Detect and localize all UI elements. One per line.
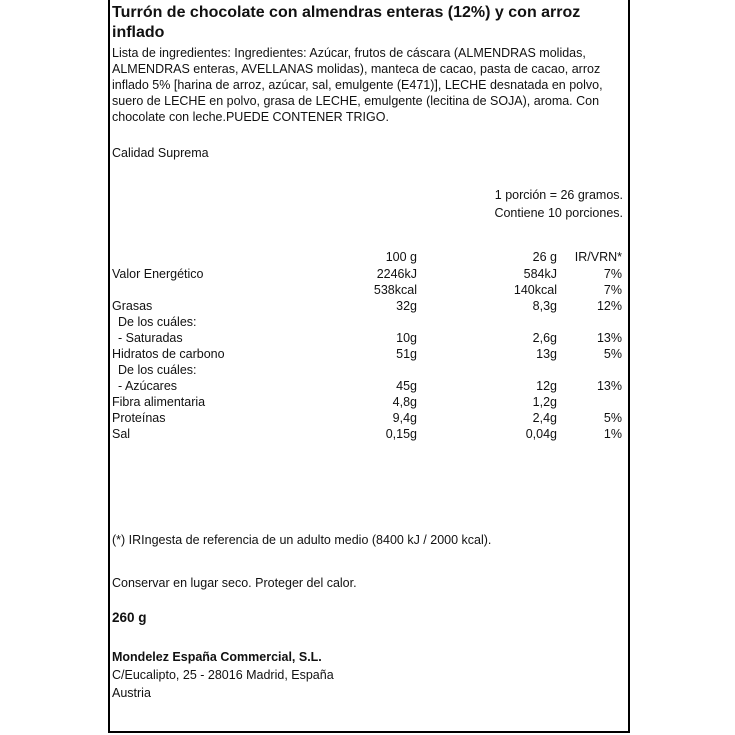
nutrient-per-portion: 1,2g: [532, 395, 557, 409]
portion-size: 1 porción = 26 gramos.: [494, 188, 623, 202]
nutrient-per-portion: 2,4g: [532, 411, 557, 425]
energy-kj-portion: 584kJ: [523, 267, 557, 281]
energy-kj-rda: 7%: [603, 267, 622, 281]
nutrient-label: Hidratos de carbono: [112, 347, 225, 361]
nutrient-label: Proteínas: [112, 411, 166, 425]
header-per-portion: 26 g: [532, 250, 557, 264]
nutrient-per-portion: 2,6g: [532, 331, 557, 345]
nutrient-label: De los cuáles:: [118, 315, 197, 329]
nutrient-rda: 5%: [603, 347, 622, 361]
nutrient-per-portion: 13g: [536, 347, 557, 361]
nutrient-label: Fibra alimentaria: [112, 395, 206, 409]
energy-kcal-portion: 140kcal: [513, 283, 557, 297]
nutrient-per100: 32g: [396, 299, 417, 313]
nutrient-per100: 10g: [396, 331, 417, 345]
nutrient-per100: 4,8g: [392, 395, 417, 409]
nutrient-per-portion: 8,3g: [532, 299, 557, 313]
storage-instructions: Conservar en lugar seco. Proteger del calor.: [112, 576, 357, 590]
energy-kcal-rda: 7%: [603, 283, 622, 297]
nutrient-rda: 13%: [596, 379, 622, 393]
nutrient-per100: 45g: [396, 379, 417, 393]
reference-footnote: (*) IRIngesta de referencia de un adulto medio (8400 kJ / 2000 kcal).: [112, 533, 492, 547]
company-name: Mondelez España Commercial, S.L.: [112, 650, 322, 664]
energy-label: Valor Energético: [112, 267, 204, 281]
company-address: C/Eucalipto, 25 - 28016 Madrid, España: [112, 668, 334, 682]
nutrient-per-portion: 12g: [536, 379, 557, 393]
portion-count: Contiene 10 porciones.: [494, 206, 623, 220]
nutrient-label: De los cuáles:: [118, 363, 197, 377]
header-rda: IR/VRN*: [574, 250, 622, 264]
net-weight: 260 g: [112, 610, 147, 625]
ingredients-list: Lista de ingredientes: Ingredientes: Azúcar, frutos de cáscara (ALMENDRAS molidas, ALMENDRAS enteras, AVELLANAS molidas), manteca de cacao, pasta de cacao, arroz inflado 5% [harina de arroz, azúcar, sal, emulgente (E471)], LECHE desnatada en polvo, suero de LECHE en polvo, grasa de LECHE, emulgente (lecitina de SOJA), aroma. Con chocolate con leche.PUEDE CONTENER TRIGO.: [112, 46, 603, 124]
nutrient-label: - Saturadas: [118, 331, 183, 345]
nutrient-label: - Azúcares: [118, 379, 178, 393]
nutrient-rda: 13%: [596, 331, 622, 345]
portion-info: [494, 186, 623, 222]
nutrient-per100: 0,15g: [385, 427, 417, 441]
product-title: Turrón de chocolate con almendras enteras (12%) y con arroz inflado: [112, 4, 581, 41]
company-country: Austria: [112, 686, 151, 700]
nutrient-rda: 12%: [596, 299, 622, 313]
quality-label: Calidad Suprema: [112, 146, 209, 160]
energy-kj-100: 2246kJ: [376, 267, 417, 281]
nutrient-per-portion: 0,04g: [525, 427, 557, 441]
nutrient-rda: 5%: [603, 411, 622, 425]
energy-kcal-100: 538kcal: [373, 283, 417, 297]
header-per100: 100 g: [385, 250, 417, 264]
nutrient-rda: 1%: [603, 427, 622, 441]
nutrient-per100: 9,4g: [392, 411, 417, 425]
nutrient-label: Sal: [112, 427, 131, 441]
nutrient-label: Grasas: [112, 299, 153, 313]
nutrient-per100: 51g: [396, 347, 417, 361]
